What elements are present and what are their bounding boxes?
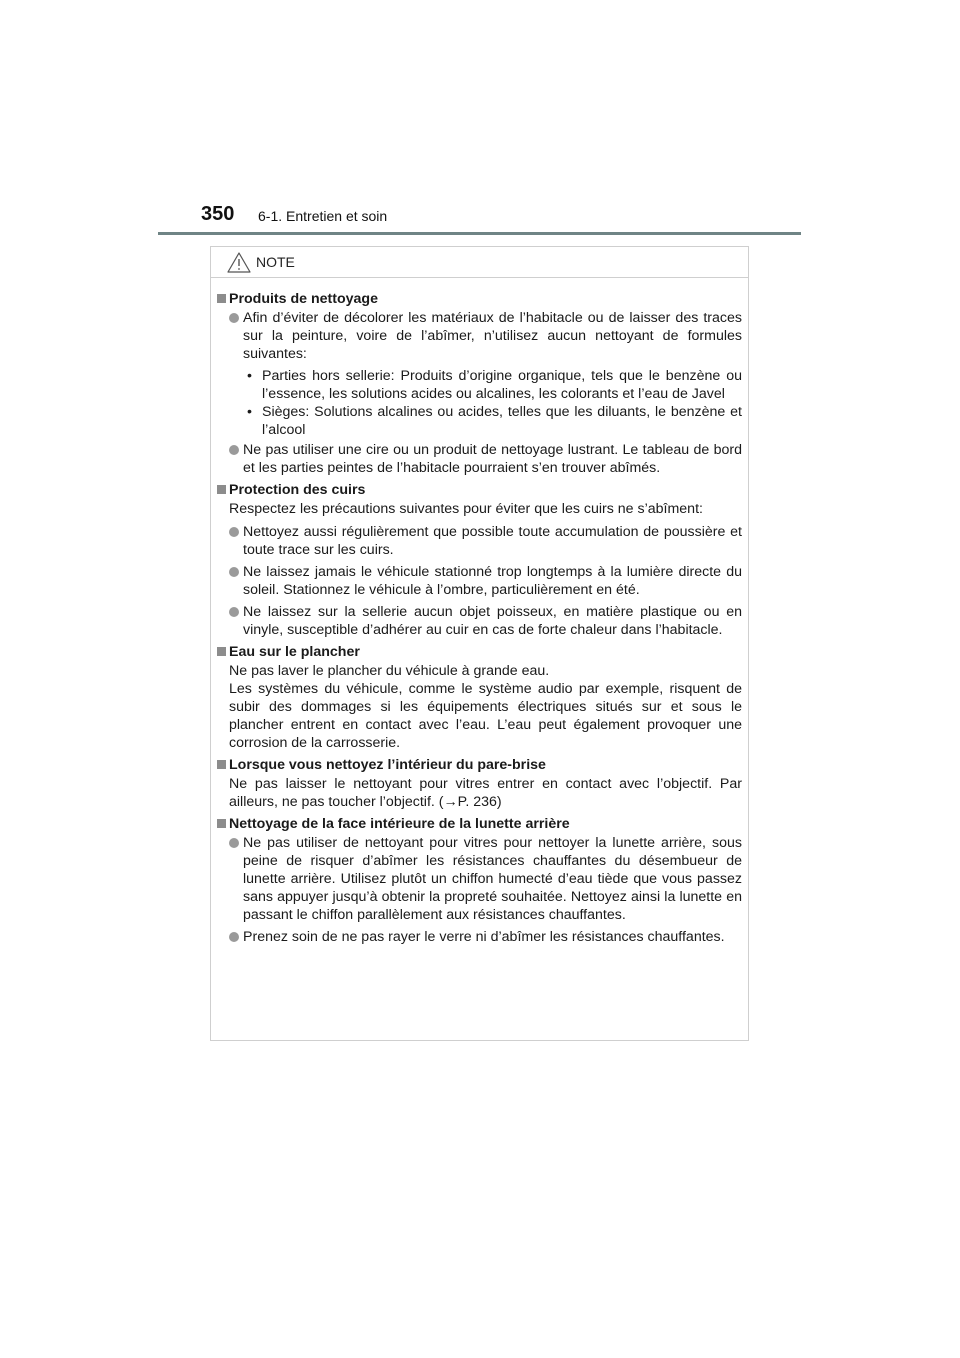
list-item: Ne laissez sur la sellerie aucun objet poisseux, en matière plastique ou en vinyle, susceptible d’adhérer au cuir en cas de forte chaleur dans l’habitacle. [217, 603, 742, 639]
paragraph: Les systèmes du véhicule, comme le système audio par exemple, risquent de subir des dommages si les équipements électriques situés sur et sous le plancher entrent en contact avec l’eau. L’eau peut également provoquer une corrosion de la carrosserie. [229, 681, 742, 751]
section-floor-water [217, 643, 742, 752]
round-bullet-icon [229, 313, 239, 323]
list-item: Ne pas utiliser une cire ou un produit de nettoyage lustrant. Le tableau de bord et les parties peintes de l’habitacle pourraient s’en trouver abîmés. [217, 441, 742, 477]
section-heading: Lorsque vous nettoyez l’intérieur du pare-brise [217, 756, 742, 774]
list-item: Nettoyez aussi régulièrement que possible toute accumulation de poussière et toute trace sur les cuirs. [217, 523, 742, 559]
round-bullet-icon [229, 838, 239, 848]
sub-list-item: • Parties hors sellerie: Produits d’origine organique, tels que le benzène ou l’essence, les solutions acides ou alcalines, les colorants et l’eau de Javel [247, 368, 742, 402]
list-item: Ne pas utiliser de nettoyant pour vitres pour nettoyer la lunette arrière, sous peine de risquer d’abîmer les résistances chauffantes du désembueur de lunette arrière. Utilisez plutôt un chiffon humecté d’eau tiède que vous passez sans appuyer jusqu’à obtenir la propreté souhaitée. Nettoyez ainsi la lunette en passant le chiffon parallèlement aux résistances chauffantes. [217, 834, 742, 924]
header-rule [158, 232, 801, 235]
sub-list [217, 367, 742, 439]
section-title: 6-1. Entretien et soin [258, 208, 388, 224]
square-bullet-icon [217, 819, 226, 828]
section-heading: Produits de nettoyage [217, 290, 742, 308]
paragraph: Ne pas laver le plancher du véhicule à grande eau. [229, 663, 550, 679]
round-bullet-icon [229, 445, 239, 455]
section-windshield [217, 756, 742, 811]
section-cleaning-products [217, 290, 742, 477]
square-bullet-icon [217, 647, 226, 656]
warning-triangle-icon [227, 252, 251, 273]
square-bullet-icon [217, 485, 226, 494]
square-bullet-icon [217, 760, 226, 769]
note-body [211, 278, 748, 946]
square-bullet-icon [217, 294, 226, 303]
paragraph: Ne pas laisser le nettoyant pour vitres entrer en contact avec l’objectif. Par ailleurs, ne pas toucher l’objectif. (→P. 236) [229, 776, 742, 810]
list-item: Afin d’éviter de décolorer les matériaux de l’habitacle ou de laisser des traces sur la peinture, voire de l’abîmer, n’utilisez aucun nettoyant de formules suivantes: [217, 309, 742, 363]
note-label: NOTE [256, 254, 295, 270]
sub-list-item: • Sièges: Solutions alcalines ou acides, telles que les diluants, le benzène et l’alcool [247, 404, 742, 438]
note-header [211, 247, 748, 278]
section-heading: Eau sur le plancher [217, 643, 742, 661]
section-intro: Respectez les précautions suivantes pour éviter que les cuirs ne s’abîment: [229, 501, 703, 517]
round-bullet-icon [229, 567, 239, 577]
round-bullet-icon [229, 607, 239, 617]
section-heading: Protection des cuirs [217, 481, 742, 499]
list-item: Prenez soin de ne pas rayer le verre ni d’abîmer les résistances chauffantes. [217, 928, 742, 946]
section-heading: Nettoyage de la face intérieure de la lunette arrière [217, 815, 742, 833]
page-number: 350 [201, 203, 235, 225]
round-bullet-icon [229, 932, 239, 942]
section-leather-protection [217, 481, 742, 639]
round-bullet-icon [229, 527, 239, 537]
note-box [210, 246, 749, 1041]
section-rear-window [217, 815, 742, 946]
list-item: Ne laissez jamais le véhicule stationné trop longtemps à la lumière directe du soleil. Stationnez le véhicule à l’ombre, particulièrement en été. [217, 563, 742, 599]
